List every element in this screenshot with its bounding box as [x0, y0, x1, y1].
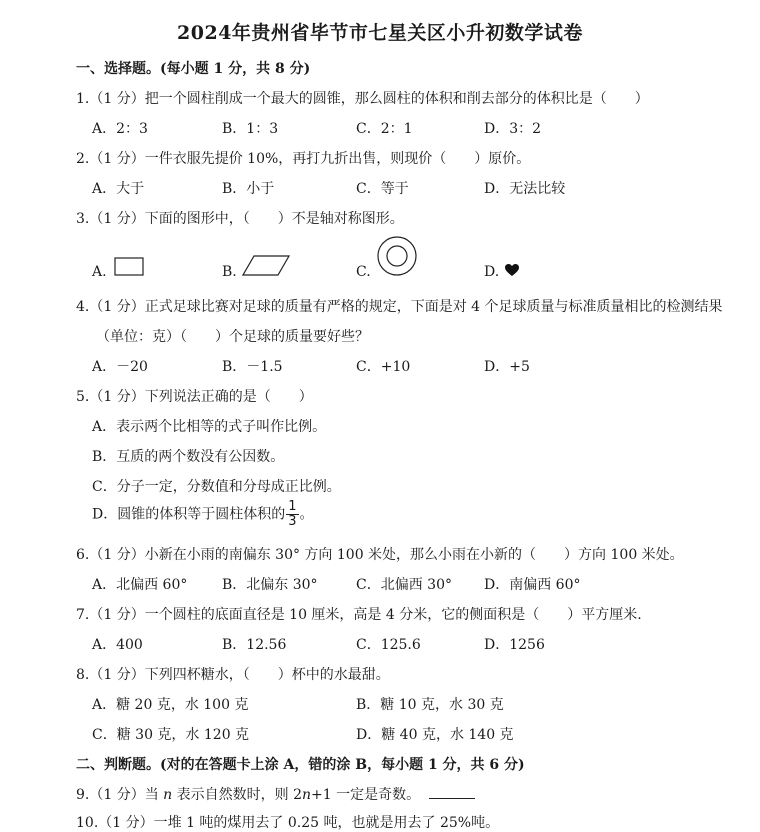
q9-middle: 表示自然数时，则 2: [176, 787, 303, 803]
q7-option-b: B．12.56: [222, 637, 287, 653]
page-title: 2024年贵州省毕节市七星关区小升初数学试卷: [177, 22, 583, 44]
question-2: 2.（1 分）一件衣服先提价 10%，再打九折出售，则现价（ ）原价。: [76, 151, 531, 167]
question-9: [76, 784, 475, 804]
q6-option-b: B．北偏东 30°: [222, 577, 318, 593]
question-7: 7.（1 分）一个圆柱的底面直径是 10 厘米，高是 4 分米，它的侧面积是（ ）平方厘米.: [76, 607, 642, 623]
question-10: 10.（1 分）一堆 1 吨的煤用去了 0.25 吨，也就是用去了 25%吨。: [76, 815, 500, 831]
q6-option-d: D．南偏西 60°: [484, 577, 581, 593]
q7-option-d: D．1256: [484, 637, 545, 653]
q5-option-d: [92, 500, 314, 529]
question-3: 3.（1 分）下面的图形中，（ ）不是轴对称图形。: [76, 211, 404, 227]
parallelogram-shape-icon: [242, 254, 292, 278]
q4-option-c: C．+10: [356, 359, 411, 375]
question-4-line-1: 4.（1 分）正式足球比赛对足球的质量有严格的规定，下面是对 4 个足球质量与标准质量相比的检测结果: [76, 299, 723, 315]
q5-option-a: A．表示两个比相等的式子叫作比例。: [92, 419, 327, 435]
q3-option-c: C.: [356, 264, 371, 280]
q6-option-c: C．北偏西 30°: [356, 577, 452, 593]
q1-option-b: B．1：3: [222, 121, 279, 137]
q9-prefix: 9.（1 分）当: [76, 787, 159, 803]
fraction-numerator: 1: [288, 499, 297, 514]
q9-suffix: +1 一定是奇数。: [311, 787, 421, 803]
q8-option-a: A．糖 20 克，水 100 克: [92, 697, 249, 713]
q5-option-d-prefix: D．圆锥的体积等于圆柱体积的: [92, 506, 286, 523]
question-5: 5.（1 分）下列说法正确的是（ ）: [76, 389, 313, 405]
q9-answer-blank[interactable]: [429, 786, 475, 799]
q9-var-n: n: [163, 787, 173, 803]
section-choice-heading: 一、选择题。(每小题 1 分，共 8 分): [76, 61, 311, 77]
q6-option-a: A．北偏西 60°: [92, 577, 188, 593]
q7-option-a: A．400: [92, 637, 143, 653]
q2-option-c: C．等于: [356, 181, 409, 197]
q5-option-d-suffix: 。: [299, 506, 314, 523]
rectangle-shape-icon: [114, 256, 146, 278]
q4-option-b: B．－1.5: [222, 359, 283, 375]
q8-option-d: D．糖 40 克，水 140 克: [356, 727, 514, 743]
one-third-fraction: [286, 500, 298, 529]
q1-option-a: A．2：3: [92, 121, 148, 137]
question-1: 1.（1 分）把一个圆柱削成一个最大的圆锥，那么圆柱的体积和削去部分的体积比是（ ）: [76, 91, 649, 107]
section-judge-heading: 二、判断题。(对的在答题卡上涂 A，错的涂 B，每小题 1 分，共 6 分): [76, 757, 525, 773]
q2-option-b: B．小于: [222, 181, 275, 197]
fraction-denominator: 3: [288, 514, 297, 529]
q9-var-n2: n: [302, 787, 312, 803]
q8-option-b: B．糖 10 克，水 30 克: [356, 697, 504, 713]
q3-option-b: B.: [222, 264, 237, 280]
question-8: 8.（1 分）下列四杯糖水，（ ）杯中的水最甜。: [76, 667, 390, 683]
q4-option-a: A．－20: [92, 359, 148, 375]
heart-shape-icon: [505, 264, 519, 277]
concentric-circles-icon: [376, 235, 418, 277]
q2-option-d: D．无法比较: [484, 181, 566, 197]
q8-option-c: C．糖 30 克，水 120 克: [92, 727, 250, 743]
q2-option-a: A．大于: [92, 181, 145, 197]
q3-option-d: D.: [484, 264, 500, 280]
q5-option-c: C．分子一定，分数值和分母成正比例。: [92, 479, 341, 495]
q3-option-a: A.: [92, 264, 107, 280]
q5-option-b: B．互质的两个数没有公因数。: [92, 449, 285, 465]
q1-option-d: D．3：2: [484, 121, 542, 137]
q4-option-d: D．+5: [484, 359, 530, 375]
q1-option-c: C．2：1: [356, 121, 413, 137]
q7-option-c: C．125.6: [356, 637, 421, 653]
question-6: 6.（1 分）小新在小雨的南偏东 30° 方向 100 米处，那么小雨在小新的（ ）方向 100 米处。: [76, 547, 684, 563]
question-4-line-2: （单位：克）（ ）个足球的质量要好些？: [96, 329, 369, 345]
